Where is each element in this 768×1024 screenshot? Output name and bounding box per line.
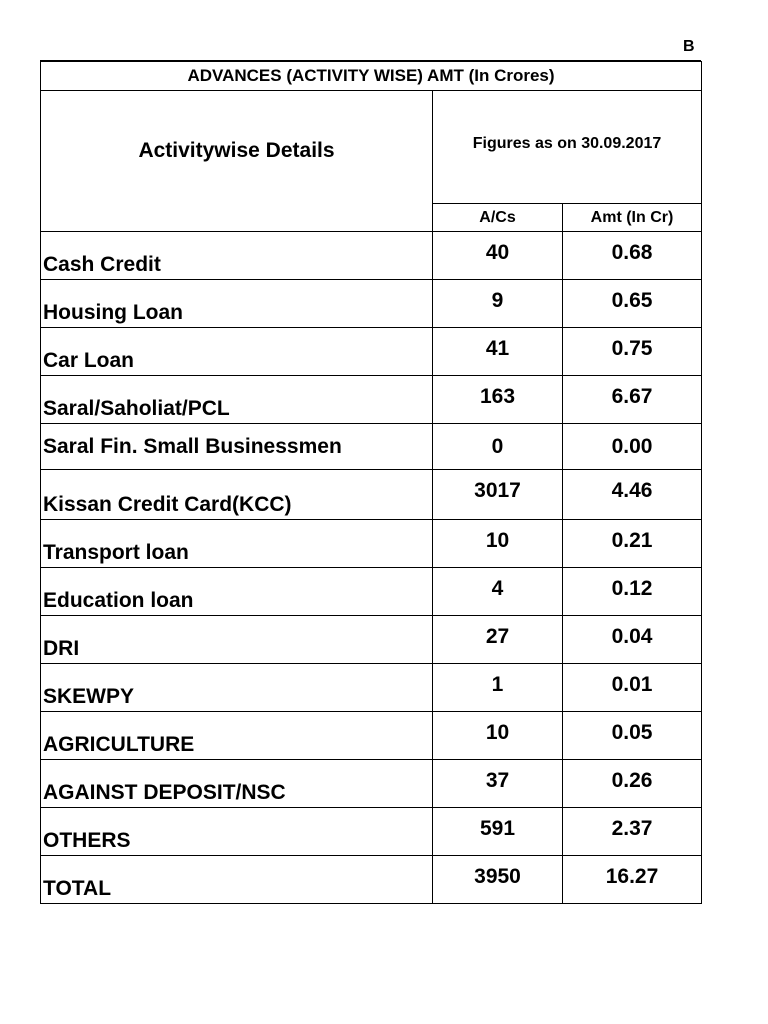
table-row (41, 280, 702, 328)
table-row (41, 808, 702, 856)
table-body (41, 62, 702, 904)
activity-cell: AGAINST DEPOSIT/NSC (41, 760, 433, 808)
activity-cell: Saral Fin. Small Businessmen (41, 424, 433, 470)
table-title: ADVANCES (ACTIVITY WISE) AMT (In Crores) (41, 62, 702, 91)
activity-cell: Housing Loan (41, 280, 433, 328)
activity-cell: TOTAL (41, 856, 433, 904)
accounts-cell: 9 (433, 280, 563, 328)
accounts-cell: 40 (433, 232, 563, 280)
activity-cell: AGRICULTURE (41, 712, 433, 760)
accounts-cell: 10 (433, 712, 563, 760)
amount-cell: 2.37 (563, 808, 702, 856)
activity-cell: Transport loan (41, 520, 433, 568)
figures-date-header: Figures as on 30.09.2017 (433, 91, 702, 204)
activity-cell: Cash Credit (41, 232, 433, 280)
activity-cell: DRI (41, 616, 433, 664)
accounts-cell: 591 (433, 808, 563, 856)
accounts-cell: 37 (433, 760, 563, 808)
table-row (41, 664, 702, 712)
accounts-cell: 3017 (433, 470, 563, 520)
amount-cell: 0.04 (563, 616, 702, 664)
advances-table (40, 61, 702, 904)
activity-cell: Car Loan (41, 328, 433, 376)
table-row (41, 856, 702, 904)
table-row (41, 760, 702, 808)
table-row (41, 328, 702, 376)
page-marker: B (683, 38, 695, 55)
accounts-column-header: A/Cs (433, 204, 563, 232)
amount-cell: 0.00 (563, 424, 702, 470)
accounts-cell: 4 (433, 568, 563, 616)
table-row (41, 520, 702, 568)
table-row (41, 470, 702, 520)
table-row (41, 232, 702, 280)
amount-cell: 0.05 (563, 712, 702, 760)
accounts-cell: 3950 (433, 856, 563, 904)
amount-cell: 0.01 (563, 664, 702, 712)
accounts-cell: 27 (433, 616, 563, 664)
amount-cell: 6.67 (563, 376, 702, 424)
activity-cell: Education loan (41, 568, 433, 616)
accounts-cell: 163 (433, 376, 563, 424)
table-row (41, 568, 702, 616)
amount-cell: 0.68 (563, 232, 702, 280)
table-row (41, 712, 702, 760)
activity-column-header: Activitywise Details (41, 91, 433, 232)
amount-cell: 0.75 (563, 328, 702, 376)
activity-cell: Saral/Saholiat/PCL (41, 376, 433, 424)
accounts-cell: 1 (433, 664, 563, 712)
activity-cell: Kissan Credit Card(KCC) (41, 470, 433, 520)
amount-cell: 16.27 (563, 856, 702, 904)
table-row (41, 376, 702, 424)
amount-column-header: Amt (In Cr) (563, 204, 702, 232)
amount-cell: 0.65 (563, 280, 702, 328)
accounts-cell: 0 (433, 424, 563, 470)
activity-cell: SKEWPY (41, 664, 433, 712)
table-row (41, 424, 702, 470)
activity-cell: OTHERS (41, 808, 433, 856)
amount-cell: 4.46 (563, 470, 702, 520)
table-row (41, 616, 702, 664)
amount-cell: 0.21 (563, 520, 702, 568)
amount-cell: 0.26 (563, 760, 702, 808)
accounts-cell: 10 (433, 520, 563, 568)
accounts-cell: 41 (433, 328, 563, 376)
amount-cell: 0.12 (563, 568, 702, 616)
